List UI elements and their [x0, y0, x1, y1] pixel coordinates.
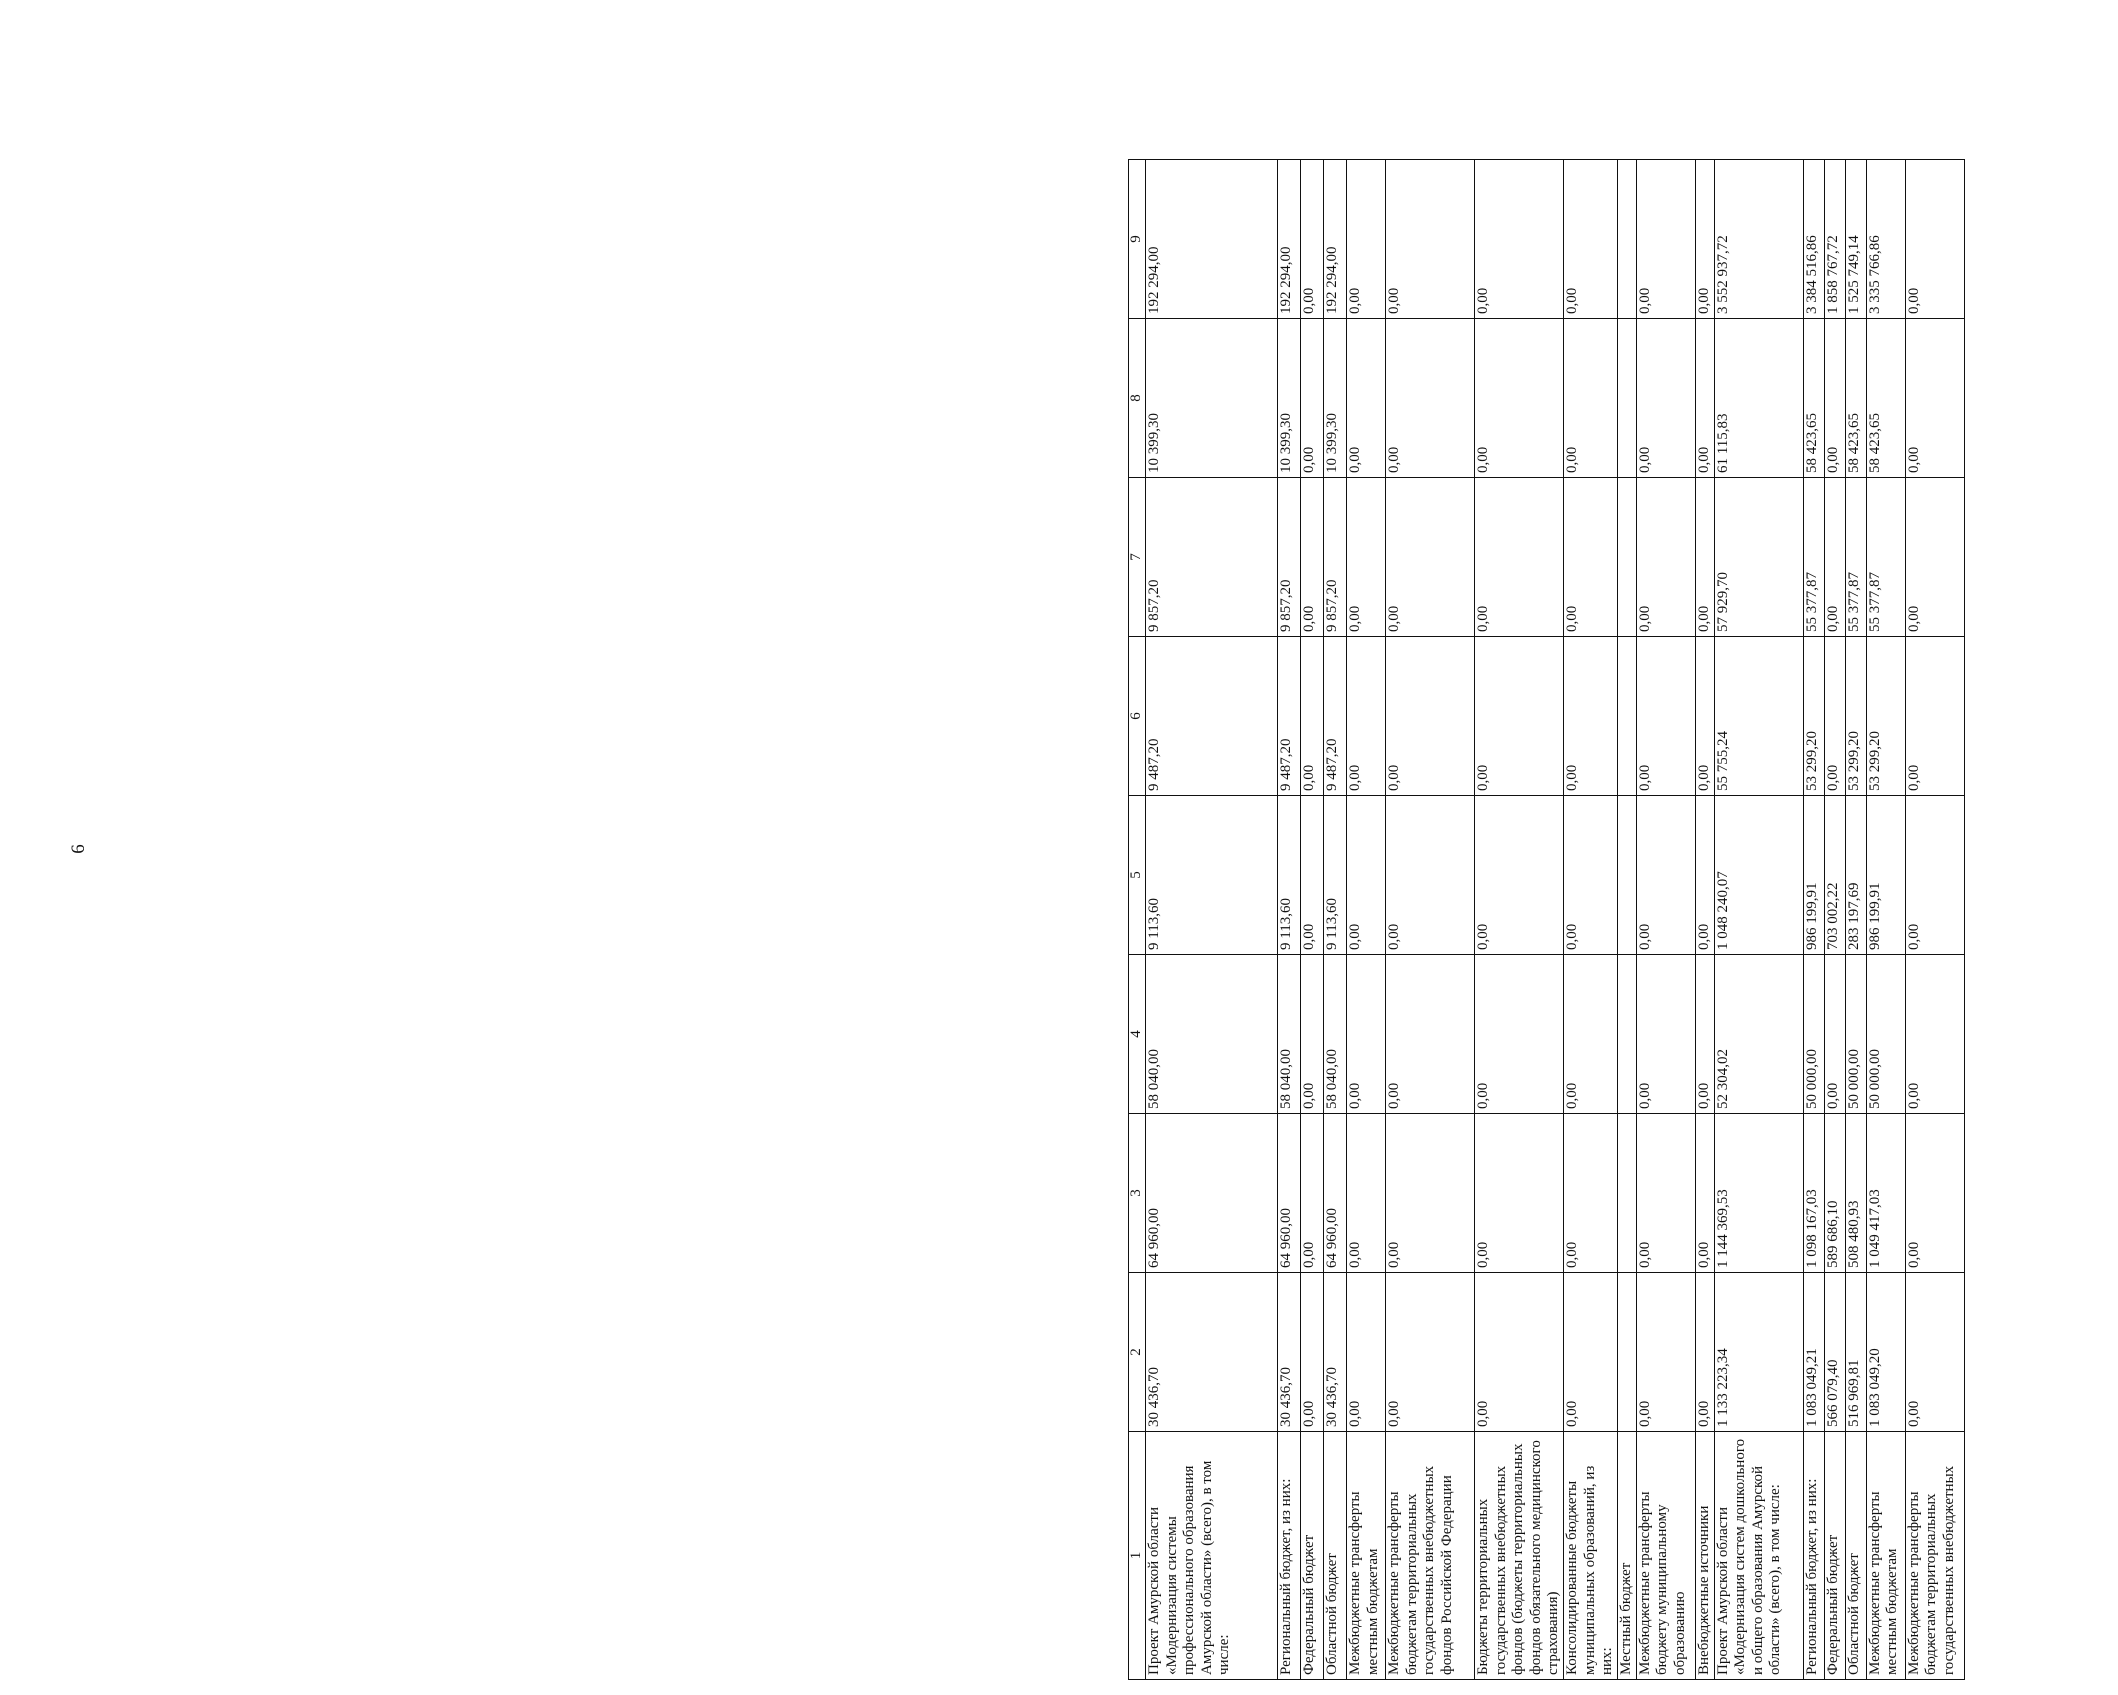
table-cell: 3 552 937,72 — [1714, 160, 1803, 319]
table-cell: 1 098 167,03 — [1803, 1114, 1824, 1273]
table-cell: 0,00 — [1301, 319, 1324, 478]
table-cell: 0,00 — [1564, 1114, 1618, 1273]
row-label: Проект Амурской области «Модернизация системы профессионального образования Амурской области» (всего), в том числе: — [1146, 1432, 1278, 1680]
table-cell: 0,00 — [1347, 955, 1386, 1114]
table-cell: 0,00 — [1386, 478, 1475, 637]
row-label: Межбюджетные трансферты бюджету муниципальному образованию — [1636, 1432, 1695, 1680]
row-label: Бюджеты территориальных государственных внебюджетных фондов (бюджеты территориальных фондов обязательного медицинского страхования) — [1475, 1432, 1564, 1680]
table-cell: 0,00 — [1695, 955, 1714, 1114]
table-cell: 0,00 — [1695, 160, 1714, 319]
column-header: 2 — [1129, 1273, 1146, 1432]
table-cell: 0,00 — [1905, 160, 1964, 319]
table-cell: 9 113,60 — [1324, 796, 1347, 955]
table-cell: 1 525 749,14 — [1845, 160, 1866, 319]
table-cell: 0,00 — [1301, 637, 1324, 796]
table-cell: 10 399,30 — [1146, 319, 1278, 478]
table-cell — [1617, 796, 1636, 955]
table-cell: 0,00 — [1301, 796, 1324, 955]
table-cell: 192 294,00 — [1146, 160, 1278, 319]
table-row — [1636, 160, 1695, 1680]
table-cell: 0,00 — [1636, 637, 1695, 796]
table-cell: 50 000,00 — [1803, 955, 1824, 1114]
table-cell: 0,00 — [1905, 796, 1964, 955]
table-cell: 0,00 — [1695, 796, 1714, 955]
row-label: Межбюджетные трансферты местным бюджетам — [1347, 1432, 1386, 1680]
table-cell: 0,00 — [1636, 319, 1695, 478]
table-cell: 0,00 — [1636, 955, 1695, 1114]
table-cell: 1 049 417,03 — [1866, 1114, 1905, 1273]
budget-table-container — [1128, 160, 2118, 1680]
table-cell: 0,00 — [1695, 478, 1714, 637]
table-cell: 508 480,93 — [1845, 1114, 1866, 1273]
table-cell: 0,00 — [1347, 637, 1386, 796]
row-label: Межбюджетные трансферты местным бюджетам — [1866, 1432, 1905, 1680]
table-cell: 0,00 — [1386, 1273, 1475, 1432]
page-number: 6 — [68, 844, 89, 854]
table-cell: 1 144 369,53 — [1714, 1114, 1803, 1273]
table-cell: 58 423,65 — [1845, 319, 1866, 478]
table-cell: 0,00 — [1347, 319, 1386, 478]
table-cell: 55 377,87 — [1845, 478, 1866, 637]
table-cell: 0,00 — [1905, 955, 1964, 1114]
row-label: Областной бюджет — [1324, 1432, 1347, 1680]
row-label: Областной бюджет — [1845, 1432, 1866, 1680]
row-label: Консолидированные бюджеты муниципальных образований, из них: — [1564, 1432, 1618, 1680]
table-cell: 703 002,22 — [1824, 796, 1845, 955]
table-cell: 0,00 — [1301, 1114, 1324, 1273]
table-cell: 55 755,24 — [1714, 637, 1803, 796]
table-cell: 0,00 — [1475, 1273, 1564, 1432]
table-cell: 0,00 — [1636, 796, 1695, 955]
table-cell: 57 929,70 — [1714, 478, 1803, 637]
table-cell: 0,00 — [1475, 160, 1564, 319]
table-cell: 0,00 — [1564, 160, 1618, 319]
budget-table — [1128, 159, 1965, 1680]
table-cell: 53 299,20 — [1866, 637, 1905, 796]
table-cell: 1 858 767,72 — [1824, 160, 1845, 319]
table-cell: 9 857,20 — [1278, 478, 1301, 637]
table-cell: 9 487,20 — [1146, 637, 1278, 796]
table-cell: 0,00 — [1475, 796, 1564, 955]
table-row — [1347, 160, 1386, 1680]
column-header: 7 — [1129, 478, 1146, 637]
table-cell: 0,00 — [1301, 955, 1324, 1114]
table-row — [1386, 160, 1475, 1680]
table-row — [1146, 160, 1278, 1680]
table-row — [1845, 160, 1866, 1680]
table-cell: 1 133 223,34 — [1714, 1273, 1803, 1432]
row-label: Федеральный бюджет — [1824, 1432, 1845, 1680]
table-cell — [1617, 1114, 1636, 1273]
row-label: Проект Амурской области «Модернизация систем дошкольного и общего образования Амурской области» (всего), в том числе: — [1714, 1432, 1803, 1680]
column-header: 5 — [1129, 796, 1146, 955]
table-cell: 53 299,20 — [1803, 637, 1824, 796]
column-header: 6 — [1129, 637, 1146, 796]
table-cell: 0,00 — [1905, 637, 1964, 796]
row-label: Межбюджетные трансферты бюджетам территориальных государственных внебюджетных — [1905, 1432, 1964, 1680]
table-cell: 58 040,00 — [1324, 955, 1347, 1114]
table-row — [1866, 160, 1905, 1680]
row-label: Региональный бюджет, из них: — [1803, 1432, 1824, 1680]
table-row — [1617, 160, 1636, 1680]
table-cell: 0,00 — [1301, 160, 1324, 319]
table-cell: 0,00 — [1695, 637, 1714, 796]
table-row — [1824, 160, 1845, 1680]
table-row — [1475, 160, 1564, 1680]
table-cell: 0,00 — [1564, 478, 1618, 637]
table-header-row — [1129, 160, 1146, 1680]
row-label: Внебюджетные источники — [1695, 1432, 1714, 1680]
table-cell: 516 969,81 — [1845, 1273, 1866, 1432]
table-cell: 30 436,70 — [1324, 1273, 1347, 1432]
table-cell: 0,00 — [1347, 160, 1386, 319]
table-cell: 0,00 — [1475, 1114, 1564, 1273]
table-cell — [1617, 478, 1636, 637]
table-row — [1301, 160, 1324, 1680]
table-cell: 64 960,00 — [1324, 1114, 1347, 1273]
table-cell: 0,00 — [1824, 319, 1845, 478]
table-cell — [1617, 160, 1636, 319]
table-cell: 0,00 — [1475, 319, 1564, 478]
table-cell: 0,00 — [1347, 796, 1386, 955]
column-header: 3 — [1129, 1114, 1146, 1273]
row-label: Федеральный бюджет — [1301, 1432, 1324, 1680]
table-cell: 0,00 — [1636, 160, 1695, 319]
table-cell: 58 040,00 — [1146, 955, 1278, 1114]
table-cell: 3 335 766,86 — [1866, 160, 1905, 319]
table-cell: 9 857,20 — [1146, 478, 1278, 637]
table-cell: 1 083 049,20 — [1866, 1273, 1905, 1432]
row-label: Местный бюджет — [1617, 1432, 1636, 1680]
table-cell: 0,00 — [1695, 319, 1714, 478]
table-cell — [1617, 955, 1636, 1114]
table-cell: 0,00 — [1636, 1114, 1695, 1273]
table-cell: 0,00 — [1824, 955, 1845, 1114]
table-cell: 1 083 049,21 — [1803, 1273, 1824, 1432]
table-cell: 30 436,70 — [1146, 1273, 1278, 1432]
table-cell: 0,00 — [1386, 319, 1475, 478]
table-cell: 0,00 — [1564, 319, 1618, 478]
table-cell — [1617, 1273, 1636, 1432]
table-cell: 1 048 240,07 — [1714, 796, 1803, 955]
column-header: 8 — [1129, 319, 1146, 478]
table-cell: 0,00 — [1301, 478, 1324, 637]
table-row — [1803, 160, 1824, 1680]
table-row — [1324, 160, 1347, 1680]
row-label: Региональный бюджет, из них: — [1278, 1432, 1301, 1680]
table-cell: 64 960,00 — [1146, 1114, 1278, 1273]
table-cell — [1617, 319, 1636, 478]
table-cell: 0,00 — [1564, 637, 1618, 796]
table-cell: 986 199,91 — [1803, 796, 1824, 955]
table-cell: 50 000,00 — [1845, 955, 1866, 1114]
table-cell: 0,00 — [1564, 955, 1618, 1114]
table-row — [1278, 160, 1301, 1680]
table-cell: 0,00 — [1905, 1273, 1964, 1432]
column-header: 1 — [1129, 1432, 1146, 1680]
table-cell: 64 960,00 — [1278, 1114, 1301, 1273]
table-cell: 589 686,10 — [1824, 1114, 1845, 1273]
column-header: 4 — [1129, 955, 1146, 1114]
table-cell: 9 857,20 — [1324, 478, 1347, 637]
table-row — [1905, 160, 1964, 1680]
table-cell: 9 113,60 — [1146, 796, 1278, 955]
table-cell: 0,00 — [1905, 1114, 1964, 1273]
table-cell: 0,00 — [1386, 1114, 1475, 1273]
table-cell: 55 377,87 — [1866, 478, 1905, 637]
table-cell: 10 399,30 — [1278, 319, 1301, 478]
table-cell: 0,00 — [1475, 955, 1564, 1114]
table-cell: 0,00 — [1905, 478, 1964, 637]
table-cell: 192 294,00 — [1278, 160, 1301, 319]
table-cell: 53 299,20 — [1845, 637, 1866, 796]
table-cell: 10 399,30 — [1324, 319, 1347, 478]
table-row — [1695, 160, 1714, 1680]
table-cell: 0,00 — [1824, 478, 1845, 637]
table-cell: 0,00 — [1475, 478, 1564, 637]
table-cell: 0,00 — [1636, 1273, 1695, 1432]
table-cell: 0,00 — [1386, 160, 1475, 319]
table-cell: 566 079,40 — [1824, 1273, 1845, 1432]
column-header: 9 — [1129, 160, 1146, 319]
table-cell: 0,00 — [1564, 796, 1618, 955]
table-cell: 52 304,02 — [1714, 955, 1803, 1114]
table-cell: 0,00 — [1564, 1273, 1618, 1432]
table-cell: 0,00 — [1347, 1114, 1386, 1273]
table-cell: 0,00 — [1695, 1273, 1714, 1432]
table-cell: 50 000,00 — [1866, 955, 1905, 1114]
table-cell: 0,00 — [1636, 478, 1695, 637]
table-cell: 0,00 — [1695, 1114, 1714, 1273]
table-cell: 192 294,00 — [1324, 160, 1347, 319]
table-cell: 3 384 516,86 — [1803, 160, 1824, 319]
table-cell: 283 197,69 — [1845, 796, 1866, 955]
table-cell: 58 423,65 — [1866, 319, 1905, 478]
table-cell: 0,00 — [1475, 637, 1564, 796]
table-row — [1714, 160, 1803, 1680]
table-cell: 9 487,20 — [1324, 637, 1347, 796]
table-cell: 61 115,83 — [1714, 319, 1803, 478]
table-cell: 0,00 — [1386, 796, 1475, 955]
table-cell: 986 199,91 — [1866, 796, 1905, 955]
table-cell: 9 487,20 — [1278, 637, 1301, 796]
table-cell: 58 040,00 — [1278, 955, 1301, 1114]
table-cell: 0,00 — [1386, 637, 1475, 796]
table-cell: 55 377,87 — [1803, 478, 1824, 637]
table-cell: 0,00 — [1347, 1273, 1386, 1432]
row-label: Межбюджетные трансферты бюджетам территориальных государственных внебюджетных фондов Российской Федерации — [1386, 1432, 1475, 1680]
table-cell: 0,00 — [1905, 319, 1964, 478]
table-cell: 30 436,70 — [1278, 1273, 1301, 1432]
table-row — [1564, 160, 1618, 1680]
table-cell: 0,00 — [1824, 637, 1845, 796]
table-cell: 0,00 — [1347, 478, 1386, 637]
table-cell: 0,00 — [1386, 955, 1475, 1114]
table-cell — [1617, 637, 1636, 796]
table-cell: 9 113,60 — [1278, 796, 1301, 955]
table-cell: 58 423,65 — [1803, 319, 1824, 478]
table-cell: 0,00 — [1301, 1273, 1324, 1432]
